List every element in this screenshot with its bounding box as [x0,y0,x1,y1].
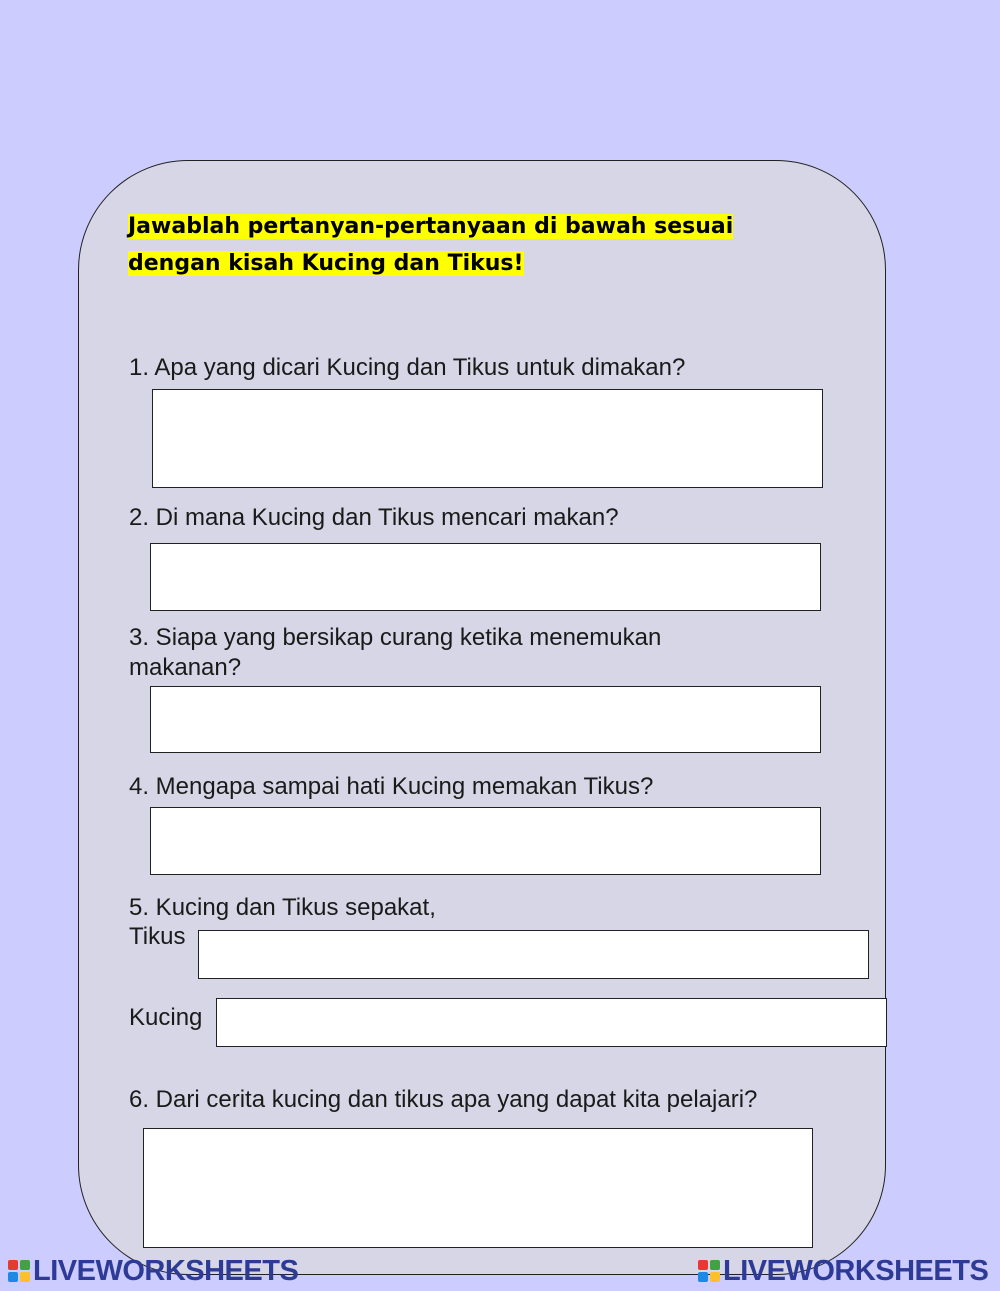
liveworksheets-logo-icon [8,1260,30,1282]
question-6: 6. Dari cerita kucing dan tikus apa yang dapat kita pelajari? [129,1086,758,1113]
watermark-text: LIVEWORKSHEETS [723,1254,989,1287]
watermark-right [698,1256,988,1286]
question-1: 1. Apa yang dicari Kucing dan Tikus untuk dimakan? [129,354,686,381]
question-2: 2. Di mana Kucing dan Tikus mencari makan? [129,504,619,531]
watermark-text: LIVEWORKSHEETS [33,1254,299,1287]
answer-box-6[interactable] [143,1128,813,1248]
label-kucing: Kucing [129,1004,203,1031]
answer-box-5-tikus[interactable] [198,930,869,979]
answer-box-2[interactable] [150,543,821,611]
liveworksheets-logo-icon [698,1260,720,1282]
label-tikus: Tikus [129,923,186,950]
answer-box-5-kucing[interactable] [216,998,887,1047]
instruction-text [128,208,768,282]
question-3: 3. Siapa yang bersikap curang ketika menemukan makanan? [129,624,662,681]
question-4: 4. Mengapa sampai hati Kucing memakan Tikus? [129,773,654,800]
question-5: 5. Kucing dan Tikus sepakat, [129,894,436,921]
watermark-left [8,1256,298,1286]
instruction-line-1: Jawablah pertanyan-pertanyaan di bawah sesuai [128,214,734,239]
instruction-line-2: dengan kisah Kucing dan Tikus! [128,251,524,276]
answer-box-1[interactable] [152,389,823,488]
answer-box-3[interactable] [150,686,821,753]
answer-box-4[interactable] [150,807,821,875]
